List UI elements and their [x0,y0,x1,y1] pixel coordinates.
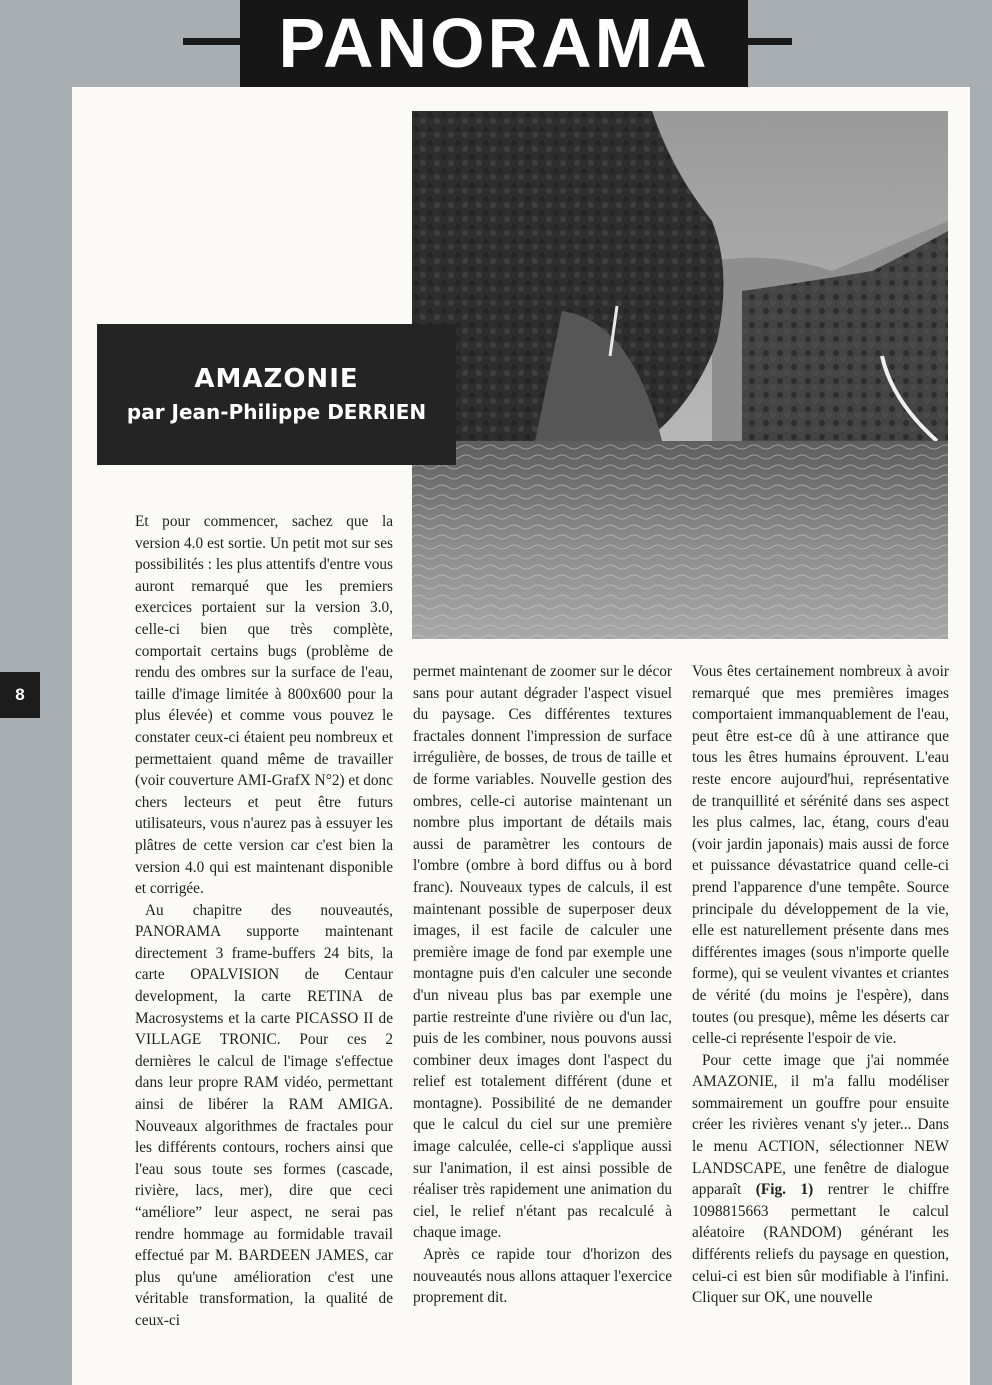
article-title-box [97,324,456,465]
paragraph-text: rentrer le chiffre 1098815663 permettant le calcul aléatoire (RANDOM) générant les différents reliefs du paysage en question, celui-ci est bien sûr modifiable à l'infini. Cliquer sur OK, une nouvelle [692,1181,950,1307]
header-rule-left [183,38,241,45]
article-title: AMAZONIE [194,364,359,394]
header-rule-right [747,38,792,45]
text-column-3 [692,661,949,1309]
paragraph: Et pour commencer, sachez que la version 4.0 est sortie. Un petit mot sur ses possibilités : les plus attentifs d'entre vous auront remarqué que les premiers exercices portaient sur la version 3.0, celle-ci bien que très complète, comportait certains bugs (problème de rendu des ombres sur la surface de l'eau, taille d'image limitée à 800x600 pour la plus élevée) et comme vous pouvez le constater ceux-ci étaient peu nombreux et permettaient quand même de travailler (voir couverture AMI-GrafX N°2) et donc chers lecteurs et peut être futurs utilisateurs, vous n'aurez pas à essuyer les plâtres de cette version car c'est bien la version 4.0 qui est maintenant disponible et corrigée. [135,513,394,898]
section-header: PANORAMA [240,0,748,87]
paragraph: Après ce rapide tour d'horizon des nouveautés nous allons attaquer l'exercice proprement dit. [413,1246,672,1307]
article-byline: par Jean-Philippe DERRIEN [126,400,427,424]
paragraph: Vous êtes certainement nombreux à avoir remarqué que mes premières images comportaient immanquablement de l'eau, peut être est-ce dû à une attirance que tous les êtres humains éprouvent. L'eau reste encore aujourd'hui, représentative de tranquillité et sérénité dans ses aspect les plus calmes, lac, étang, cours d'eau (voir jardin japonais) mais aussi de force et puissance dévastatrice quand celle-ci prend l'apparence d'une tempête. Source principale du développement de la vie, elle est naturellement présente dans mes différentes images (sous n'importe quelle forme), qui se veulent vivantes et criantes de vérité (du moins je l'espère), dans toutes (ou presque), même les déserts car celle-ci représente l'espoir de vie. [692,663,949,1048]
page-number: 8 [0,672,40,718]
paragraph-text: Pour cette image que j'ai nommée AMAZONIE, il m'a fallu modéliser sommairement un gouffre pour ensuite créer les rivières venant s'y jeter... Dans le menu ACTION, sélectionner NEW LANDSCAPE, une fenêtre de dialogue apparaît [692,1051,949,1199]
text-column-2 [413,661,672,1309]
figure-reference: (Fig. 1) [755,1181,814,1199]
paragraph [692,1050,949,1309]
text-column-1 [135,511,393,1332]
amazonie-render-image [412,111,948,639]
paragraph: Au chapitre des nouveautés, PANORAMA supporte maintenant directement 3 frame-buffers 24 bits, la carte OPALVISION de Centaur development, la carte RETINA de Macrosystems et la carte PICASSO II de VILLAGE TRONIC. Pour ces 2 dernières le calcul de l'image s'effectue dans leur propre RAM vidéo, permettant ainsi de libérer la RAM AMIGA. Nouveaux algorithmes de fractales pour les différents contours, rochers ainsi que l'eau sous toute ses formes (cascade, rivière, lacs, mer), dire que ceci “améliore” leur aspect, ne serai pas rendre hommage au formidable travail effectué par M. BARDEEN JAMES, car plus qu'une amélioration c'est une véritable transformation, la qualité de ceux-ci [135,901,393,1329]
paragraph: permet maintenant de zoomer sur le décor sans pour autant dégrader l'aspect visuel du paysage. Ces différentes textures fractales donnent l'impression de surface irrégulière, de bosses, de trous de taille et de forme variables. Nouvelle gestion des ombres, celle-ci autorise maintenant un nombre plus important de détails mais aussi de paramètrer les contours de l'ombre (ombre à bord diffus ou à bord franc). Nouveaux types de calculs, il est maintenant possible de superposer deux images, il est facile de calculer une première image de fond par exemple une montagne puis d'en calculer une seconde d'un niveau plus bas par exemple une partie restreinte d'une rivière ou d'un lac, puis de les combiner, nous pouvons aussi combiner deux images dont l'aspect du relief est totalement différent (dune et montagne). Possibilité de ne demander que le calcul du ciel sur une première image calculée, celle-ci s'applique aussi sur l'animation, il est ainsi possible de réaliser très rapidement une animation du ciel, le relief n'étant pas recalculé à chaque image. [413,663,672,1242]
